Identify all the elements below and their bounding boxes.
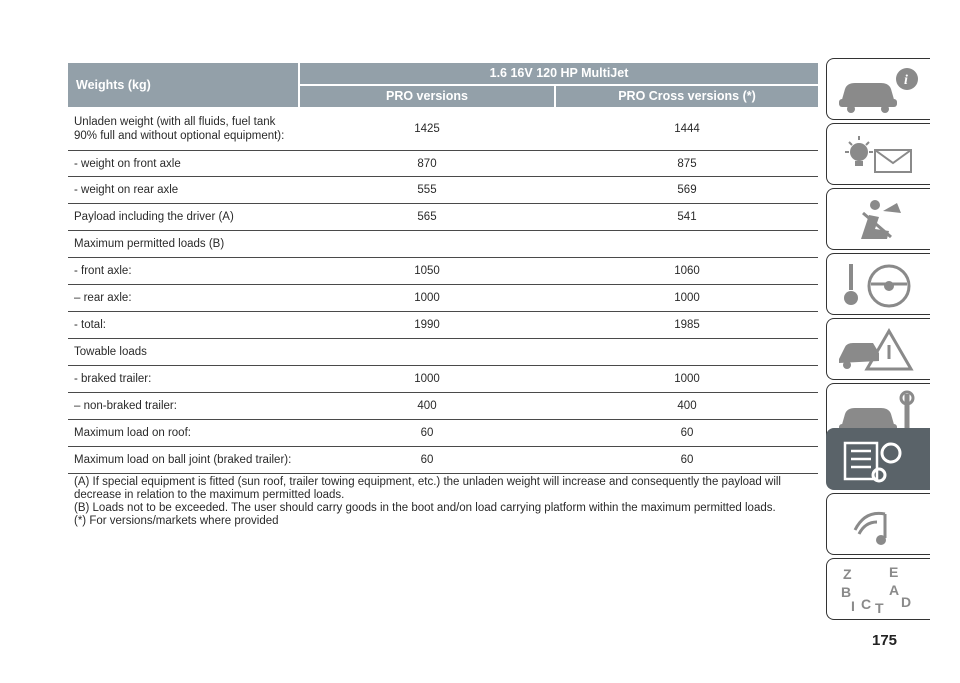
row-value-pro: 1000 [414,292,440,304]
row-value-cross: 875 [677,157,697,170]
table-row [68,107,818,151]
index-letter: B [841,584,852,600]
alphabetical-index-icon [835,565,921,615]
table-header [68,63,818,107]
header-pro-versions: PRO versions [300,86,554,107]
row-value-pro: 1000 [414,373,440,385]
row-value-cross: 1000 [674,373,700,385]
row-value-pro: 1990 [414,319,440,331]
key-steering-wheel-icon [835,260,921,310]
row-value-pro: 565 [417,211,437,223]
header-pro-cross-versions: PRO Cross versions (*) [556,86,818,107]
tab-index[interactable] [826,558,930,620]
row-value-cross: 541 [677,211,697,223]
weights-table [68,63,818,474]
table-row [68,285,818,312]
row-value-cross: 60 [680,454,694,466]
row-value-cross: 1060 [674,265,700,277]
tab-safety[interactable] [826,188,930,250]
row-value-pro: 60 [420,454,434,466]
index-letter: A [889,582,900,598]
row-value-pro: 555 [417,184,437,196]
airbag-seat-icon [835,195,921,245]
row-label: Unladen weight (with all fluids, fuel tank 90% full and without optional equipment): [74,115,285,142]
row-value-pro: 400 [417,400,437,412]
footnote-star: (*) For versions/markets where provided [74,515,279,527]
tab-car-info[interactable] [826,58,930,120]
row-label: - weight on front axle [74,157,181,170]
row-label: Payload including the driver (A) [74,211,234,223]
header-engine: 1.6 16V 120 HP MultiJet [300,63,818,84]
index-letter: T [875,600,884,615]
car-info-icon [835,65,921,115]
row-label: - weight on rear axle [74,184,179,196]
index-letter: C [861,596,872,612]
header-weights: Weights (kg) [68,63,298,107]
car-accident-warning-icon [835,325,921,375]
table-row [68,151,818,177]
tab-warning-lights[interactable] [826,123,930,185]
tab-technical-data[interactable] [826,428,930,490]
row-value-cross: 1985 [674,319,700,331]
row-label: – rear axle: [74,292,132,304]
tab-multimedia[interactable] [826,493,930,555]
row-label: - front axle: [74,265,132,277]
table-row [68,366,818,393]
index-letter: Z [843,566,852,582]
row-value-pro: 60 [420,427,434,439]
multimedia-icon [835,500,921,550]
row-label: Towable loads [74,346,147,358]
footnote-b: (B) Loads not to be exceeded. The user should carry goods in the boot and/on load carrying platform within the maximum permitted loads. [74,502,776,514]
warning-light-message-icon [835,130,921,180]
footnotes [74,476,818,528]
footnote-a: (A) If special equipment is fitted (sun roof, trailer towing equipment, etc.) the unladen weight will increase and consequently the payload will decrease in relation to the maximum permitted loads. [74,476,781,501]
row-label: Maximum load on ball joint (braked trailer): [74,454,292,466]
row-label: Maximum permitted loads (B) [74,238,225,250]
row-value-cross: 400 [677,400,697,412]
table-row [68,447,818,474]
technical-data-gear-icon [835,435,921,485]
svg-text:i: i [904,73,908,88]
table-row [68,258,818,285]
table-row [68,312,818,339]
tab-starting-driving[interactable] [826,253,930,315]
row-value-cross: 1000 [674,292,700,304]
row-label: - total: [74,319,106,331]
table-row [68,420,818,447]
row-value-cross: 569 [677,184,697,196]
row-label: – non-braked trailer: [74,400,177,412]
table-row [68,231,818,258]
row-value-cross: 1444 [674,122,700,135]
row-value-pro: 1050 [414,265,440,277]
table-row [68,204,818,231]
row-label: - braked trailer: [74,373,152,385]
row-value-pro: 870 [417,157,437,170]
row-label: Maximum load on roof: [74,427,191,439]
table-row [68,177,818,204]
page-number: 175 [872,632,898,649]
index-letter: D [901,594,912,610]
index-letter: I [851,598,855,614]
table-row [68,393,818,420]
table-row [68,339,818,366]
row-value-cross: 60 [680,427,694,439]
tab-emergency[interactable] [826,318,930,380]
row-value-pro: 1425 [414,122,440,135]
index-letter: E [889,565,899,580]
